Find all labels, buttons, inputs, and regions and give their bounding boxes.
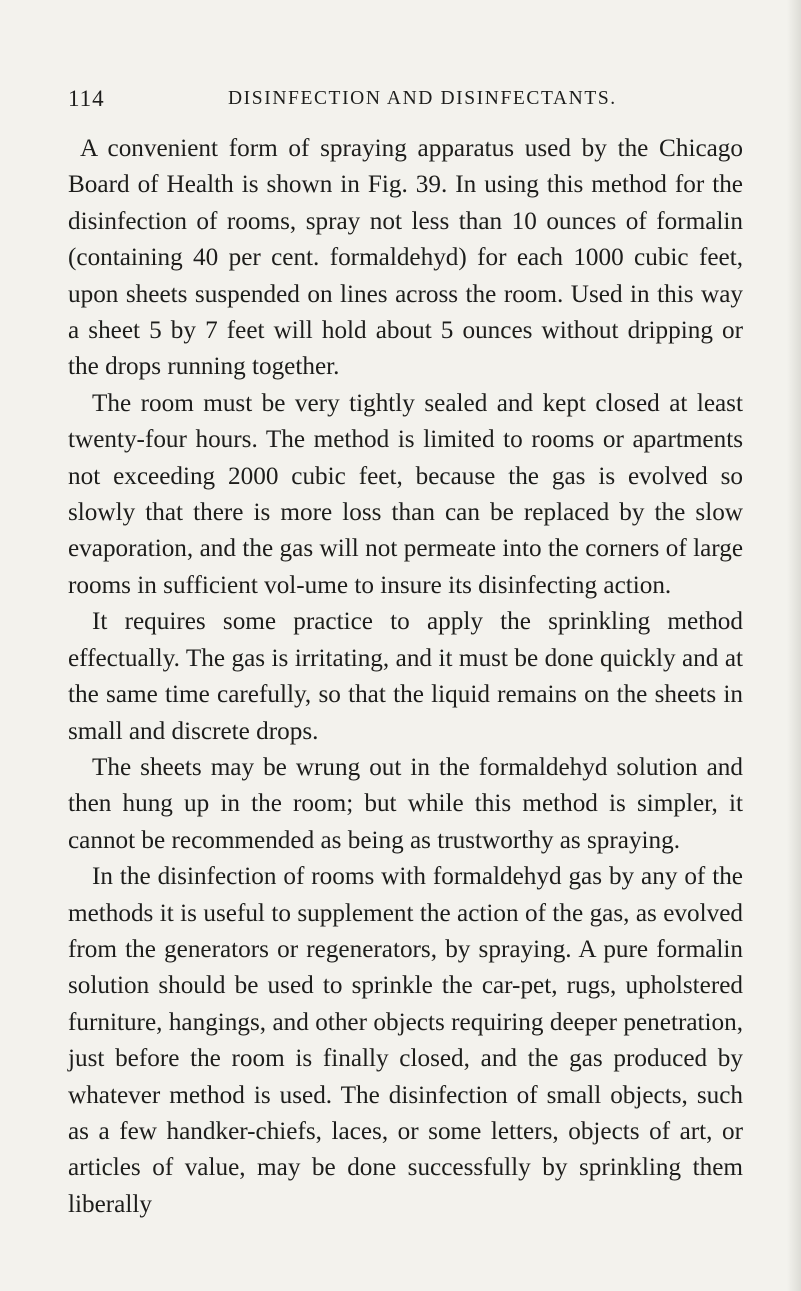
paragraph-room-sealing: The room must be very tightly sealed and kept closed at least twenty-four hours. The method is limited to rooms or apartments not exceeding 2000 cubic feet, because the gas is evolved so slowly that there is more loss than can be replaced by the slow evaporation, and the gas will not permeate into the corners of large rooms in sufficient vol-ume to insure its disinfecting action. xyxy=(68,389,743,599)
paragraph-supplementary-spraying: In the disinfection of rooms with formaldehyd gas by any of the methods it is useful to supplement the action of the gas, as evolved from the generators or regenerators, by spraying. A pure formalin solution should be used to sprinkle the car-pet, rugs, upholstered furniture, hangings, and other objects requiring deeper penetration, just before the room is finally closed, and the gas produced by whatever method is used. The disinfection of small objects, such as a few handker-chiefs, laces, or some letters, objects of art, or articles of value, may be done successfully by sprinkling them liberally xyxy=(68,863,743,1218)
body-text xyxy=(68,131,743,1223)
paragraph-sprinkling-method: It requires some practice to apply the sprinkling method effectually. The gas is irritating, and it must be done quickly and at the same time carefully, so that the liquid remains on the sheets in small and discrete drops. xyxy=(68,608,743,745)
running-head: DISINFECTION AND DISINFECTANTS. xyxy=(228,88,617,109)
paragraph-wrung-sheets: The sheets may be wrung out in the formaldehyd solution and then hung up in the room; but while this method is simpler, it cannot be recommended as being as trustworthy as spraying. xyxy=(68,753,743,854)
page-edge-shadow xyxy=(787,0,801,1291)
paragraph-spraying-apparatus: A convenient form of spraying apparatus used by the Chicago Board of Health is shown in Fig. 39. In using this method for the disinfection of rooms, spray not less than 10 ounces of formalin (containing 40 per cent. formaldehyd) for each 1000 cubic feet, upon sheets suspended on lines across the room. Used in this way a sheet 5 by 7 feet will hold about 5 ounces without dripping or the drops running together. xyxy=(68,135,743,381)
page-header xyxy=(68,84,748,118)
page-number: 114 xyxy=(68,86,105,111)
